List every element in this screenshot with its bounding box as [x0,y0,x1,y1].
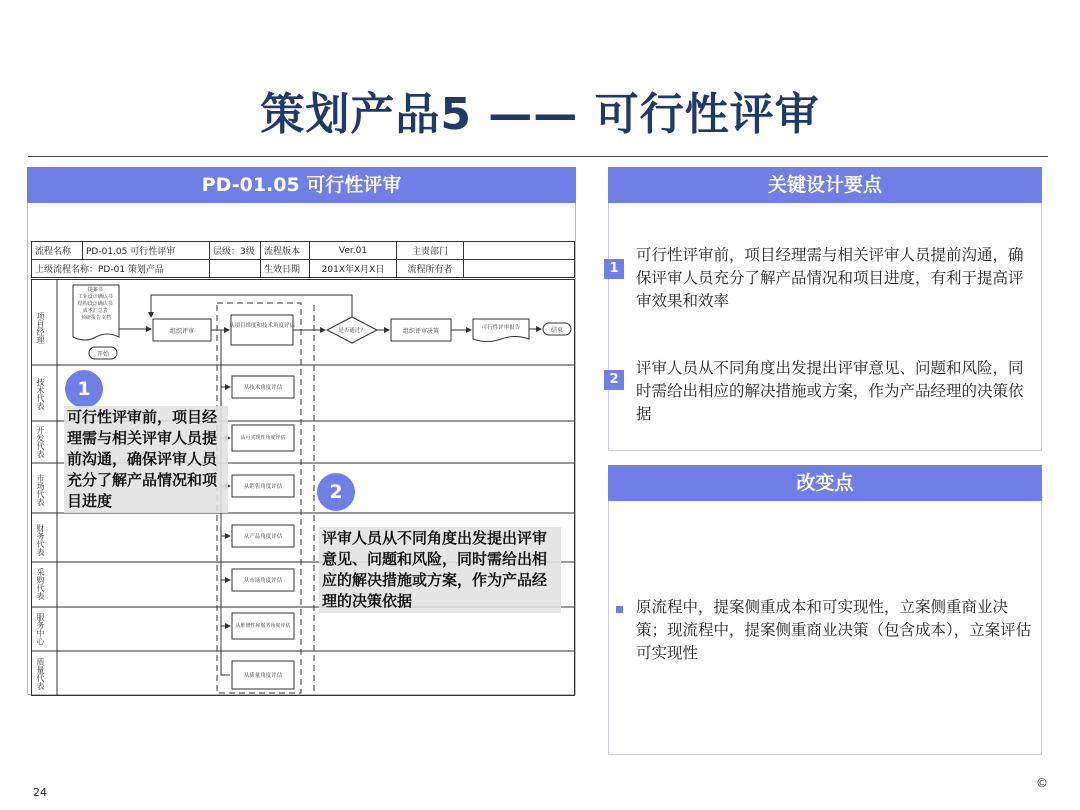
lane-label: 开发代表 [36,426,45,458]
table-cell: PD-01.05 可行性评审 [83,242,210,260]
loop-back-arrow [151,295,352,317]
input-doc-line-4: 成本汇总表 [82,308,108,314]
callout-2-badge: 2 [317,473,355,511]
quality-review-label: 从质量角度评估 [243,673,283,679]
lane-label: 市场代表 [36,474,45,506]
lane-label: 服务中心 [36,613,45,645]
callout-1-text: 可行性评审前，项目经理需与相关评审人员提前沟通，确保评审人员充分了解产品情况和项目进度 [64,406,228,513]
flow-panel-header: PD-01.05 可行性评审 [27,167,576,203]
lane-label: 采购代表 [36,568,45,600]
input-doc-line-5: 预研报告文档 [80,315,112,321]
page-number: 24 [33,786,47,799]
table-cell: 流程所有者 [397,260,464,278]
callout-1-badge: 1 [65,370,103,408]
callout-2-text: 评审人员从不同角度出发提出评审意见、问题和风险，同时需给出相应的解决措施或方案，作为产品经理的决策依据 [319,527,561,613]
project-review-node [231,315,293,345]
title-divider [28,156,1048,157]
project-review-label: 从项目维度和技术角度评估 [228,323,296,329]
dev-review-label: 从可实现性角度评估 [240,435,286,441]
table-cell: 生效日期 [261,260,310,278]
table-cell: 上级流程名称：PD-01 策划产品 [32,260,210,278]
input-doc-line-2: 工业设计确认书 [77,294,113,300]
slide-title: 策划产品5 —— 可行性评审 [260,89,820,140]
table-cell: 流程名称 [32,242,83,260]
decision-label: 是否通过？ [338,328,366,334]
market-review-label: 从销售角度评估 [243,484,283,490]
organize-review-label: 组织评审 [169,328,195,335]
start-label: 开始 [96,351,110,358]
table-cell [210,260,261,278]
table-cell [464,242,575,260]
lane-label: 项目经理 [36,312,45,344]
process-info-table [31,241,575,278]
table-cell [464,260,575,278]
lane-label: 技术代表 [36,378,45,410]
table-cell: Ver.01 [310,242,397,260]
service-review-label: 从维修性和服务角度评估 [235,623,291,629]
design-point-2-text: 评审人员从不同角度出发提出评审意见、问题和风险，同时需给出相应的解决措施或方案，作为产品经理的决策依据 [636,359,1024,423]
lane-label: 质量代表 [36,658,45,690]
table-cell: 流程版本 [261,242,310,260]
table-cell: 层级：3级 [210,242,261,260]
design-point-2-badge: 2 [604,370,624,390]
lane-label: 财务代表 [36,524,45,556]
copyright-mark: © [1036,776,1048,790]
report-label: 可行性评审报告 [481,325,521,331]
end-label: 结束 [550,327,564,334]
design-point-1-text: 可行性评审前，项目经理需与相关评审人员提前沟通，确保评审人员充分了解产品情况和项目进度，有利于提高评审效果和效率 [636,246,1024,310]
change-point-1-text: 原流程中，提案侧重成本和可实现性，立案侧重商业决策；现流程中，提案侧重商业决策（包含成本），立案评估可实现性 [636,598,1032,662]
table-cell: 201X年X月X日 [310,260,397,278]
table-row [32,242,575,260]
table-row [32,260,575,278]
lane-review-boxes [232,376,294,689]
design-points-header: 关键设计要点 [608,167,1042,203]
purchase-review-label: 从市场角度评估 [243,578,283,584]
design-point-1-badge: 1 [604,259,624,279]
bullet-icon [616,606,623,613]
table-cell: 主责部门 [397,242,464,260]
finance-review-label: 从产品角度评估 [243,534,283,540]
input-doc-line-3: 结构设计确认书 [77,301,113,307]
change-points-header: 改变点 [608,465,1042,501]
input-doc-line-1: 提案书 [87,287,103,293]
organize-decision-label: 组织评审决策 [402,328,440,335]
tech-review-label: 从技术角度评估 [243,385,283,391]
